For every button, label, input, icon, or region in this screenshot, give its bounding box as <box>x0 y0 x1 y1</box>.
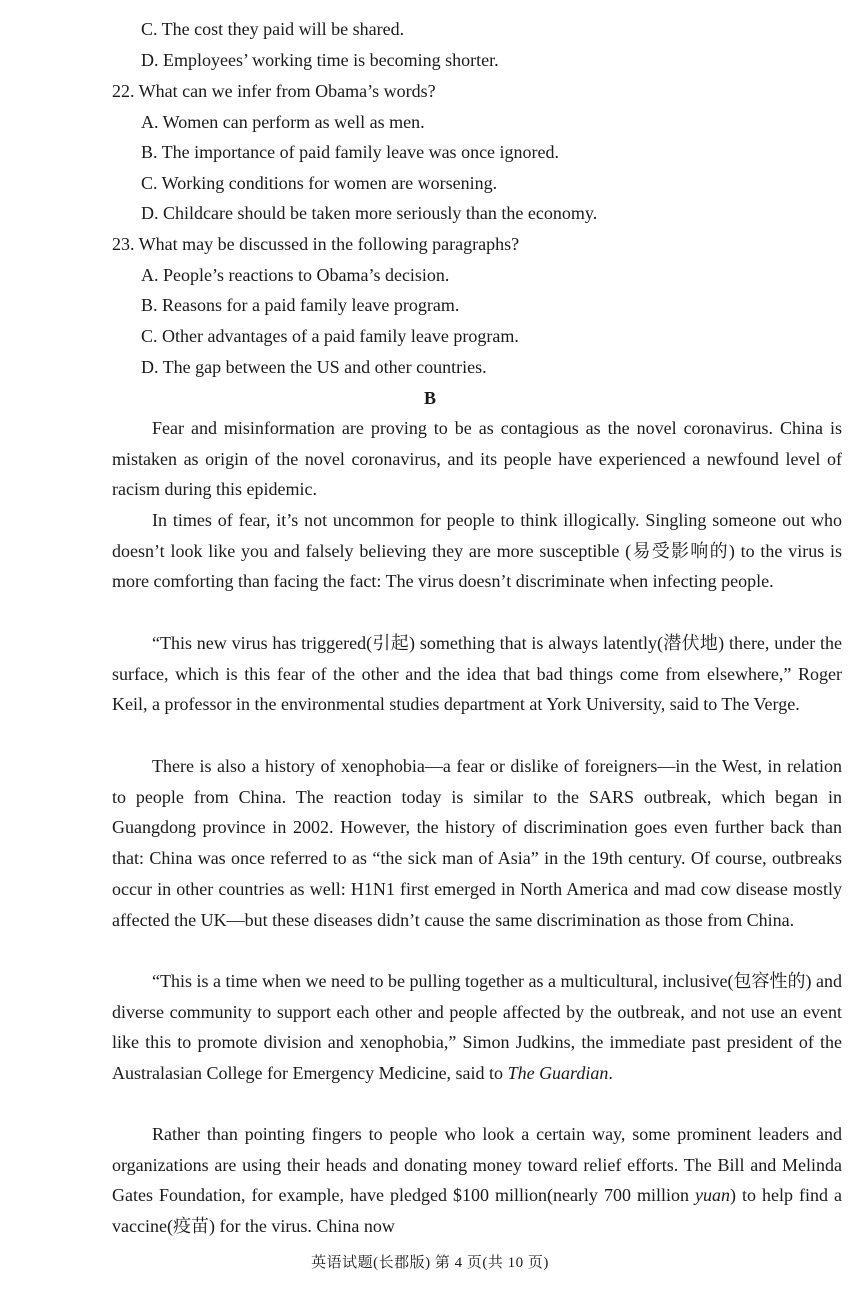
currency-term: yuan <box>694 1185 730 1206</box>
paragraph-text: “This is a time when we need to be pulling together as a multicultural, inclusive(包容性的) and diverse community to support each other and people affected by the outbreak, and not use an event like this to promote division and xenophobia,” Simon Judkins, the immediate past president of the Australasian College for Emergency Medicine, said to <box>112 971 842 1084</box>
paragraph-text: ) to help find a vaccine(疫苗) for the virus. China now <box>112 1185 842 1237</box>
q22-stem: 22. What can we infer from Obama’s words? <box>112 81 436 101</box>
q22-option-b: B. The importance of paid family leave was once ignored. <box>141 142 560 162</box>
passage-paragraph: There is also a history of xenophobia—a fear or dislike of foreigners—in the West, in relation to people from China. The reaction today is similar to the SARS outbreak, which began in Guangdong province in 2002. However, the history of discrimination goes even further back than that: China was once referred to as “the sick man of Asia” in the 19th century. Of course, outbreaks occur in other countries as well: H1N1 first emerged in North America and mad cow disease mostly affected the UK—but these diseases didn’t cause the same discrimination as those from China. <box>112 756 842 930</box>
publication-name: The Guardian <box>507 1063 609 1084</box>
q22-option-c: C. Working conditions for women are worsening. <box>141 173 498 193</box>
q23-option-c: C. Other advantages of a paid family leave program. <box>141 326 519 346</box>
q23-option-b: B. Reasons for a paid family leave program. <box>141 295 460 315</box>
passage-paragraph <box>112 1119 842 1242</box>
q21-option-c: C. The cost they paid will be shared. <box>141 19 405 39</box>
passage-paragraph <box>112 966 842 1089</box>
q23-stem: 23. What may be discussed in the following paragraphs? <box>112 234 520 254</box>
page-footer: 英语试题(长郡版) 第 4 页(共 10 页) <box>311 1255 549 1271</box>
q23-option-a: A. People’s reactions to Obama’s decision. <box>141 265 450 285</box>
passage-paragraph: In times of fear, it’s not uncommon for people to think illogically. Singling someone out who doesn’t look like you and falsely believing they are more susceptible (易受影响的) to the virus is more comforting than facing the fact: The virus doesn’t discriminate when infecting people. <box>112 510 842 592</box>
passage-paragraph: “This new virus has triggered(引起) something that is always latently(潜伏地) there, under the surface, which is this fear of the other and the idea that bad things come from elsewhere,” Roger Keil, a professor in the environmental studies department at York University, said to The Verge. <box>112 633 842 715</box>
q22-option-a: A. Women can perform as well as men. <box>141 112 425 132</box>
paragraph-text: Rather than pointing fingers to people who look a certain way, some prominent leaders and organizations are using their heads and donating money toward relief efforts. The Bill and Melinda Gates Foundation, for example, have pledged $100 million(nearly 700 million <box>112 1124 842 1206</box>
q21-option-d: D. Employees’ working time is becoming shorter. <box>141 50 499 70</box>
q23-option-d: D. The gap between the US and other countries. <box>141 357 487 377</box>
paragraph-end: . <box>608 1063 613 1084</box>
q22-option-d: D. Childcare should be taken more seriously than the economy. <box>141 203 598 223</box>
section-heading: B <box>423 388 436 408</box>
passage-paragraph: Fear and misinformation are proving to be as contagious as the novel coronavirus. China is mistaken as origin of the novel coronavirus, and its people have experienced a newfound level of racism during this epidemic. <box>112 418 842 500</box>
